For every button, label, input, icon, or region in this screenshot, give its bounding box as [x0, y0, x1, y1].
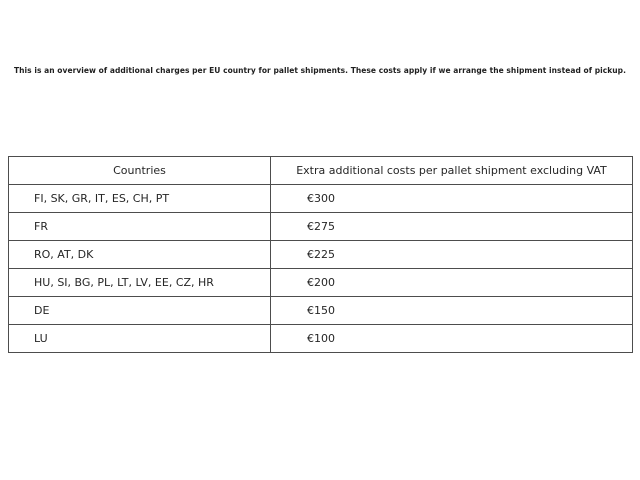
- charges-table: [8, 156, 633, 353]
- table-row: [9, 269, 633, 297]
- countries-cell: LU: [9, 325, 271, 353]
- cost-cell: €150: [271, 297, 633, 325]
- overview-note-text: This is an overview of additional charges per EU country for pallet shipments. These costs apply if we arrange the shipment instead of pickup.: [14, 66, 626, 75]
- table-header-row: [9, 157, 633, 185]
- table-row: [9, 297, 633, 325]
- countries-cell: FI, SK, GR, IT, ES, CH, PT: [9, 185, 271, 213]
- countries-cell: RO, AT, DK: [9, 241, 271, 269]
- countries-cell: DE: [9, 297, 271, 325]
- table-row: [9, 213, 633, 241]
- cost-cell: €275: [271, 213, 633, 241]
- table-row: [9, 241, 633, 269]
- header-countries: Countries: [9, 157, 271, 185]
- cost-cell: €200: [271, 269, 633, 297]
- header-extra-costs: Extra additional costs per pallet shipment excluding VAT: [271, 157, 633, 185]
- cost-cell: €100: [271, 325, 633, 353]
- countries-cell: FR: [9, 213, 271, 241]
- cost-cell: €300: [271, 185, 633, 213]
- cost-cell: €225: [271, 241, 633, 269]
- table-row: [9, 325, 633, 353]
- countries-cell: HU, SI, BG, PL, LT, LV, EE, CZ, HR: [9, 269, 271, 297]
- table-row: [9, 185, 633, 213]
